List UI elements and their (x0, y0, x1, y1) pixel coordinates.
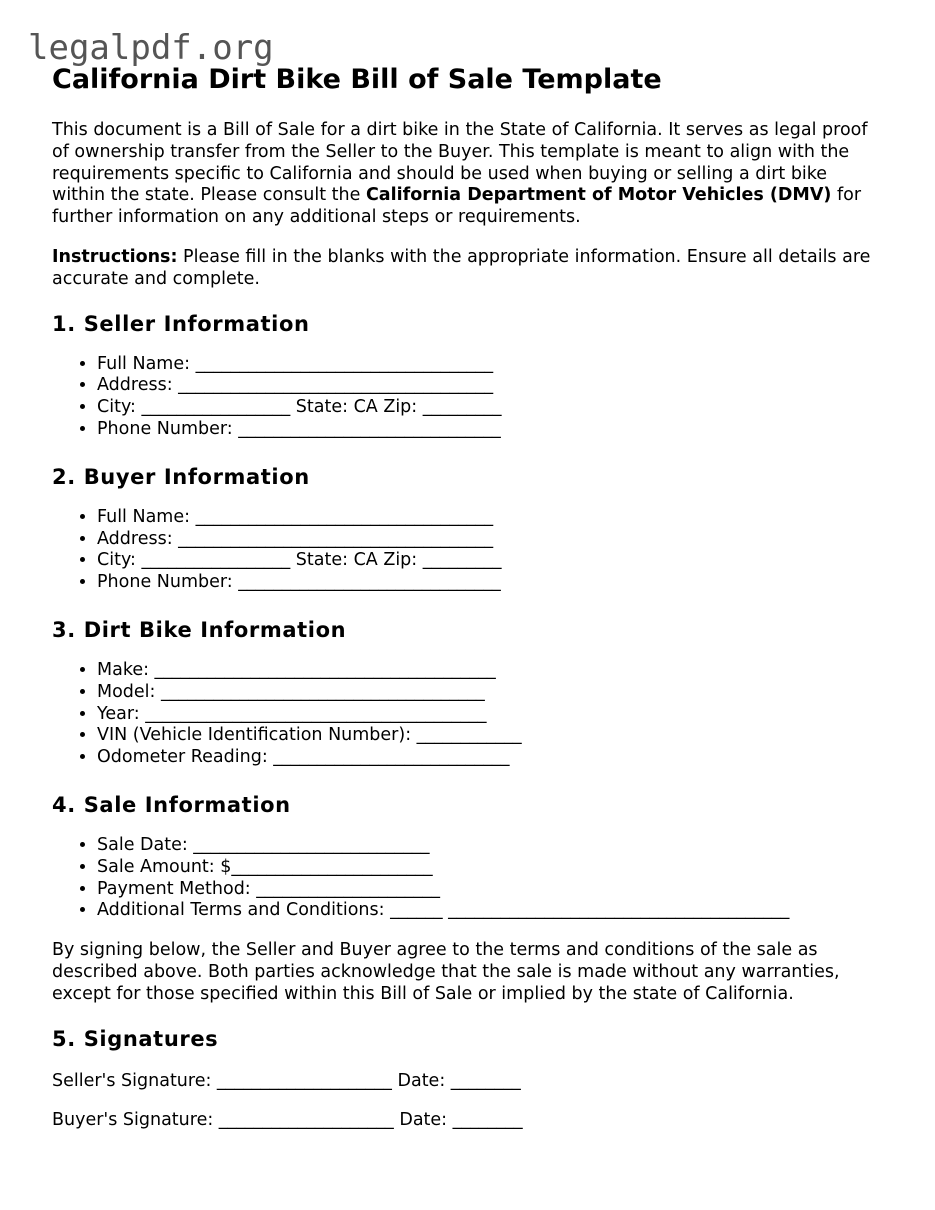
additional-terms-field: • Additional Terms and Conditions: ______ _______________________________________ (97, 900, 882, 922)
bike-vin-field: • VIN (Vehicle Identification Number): ____________ (97, 725, 882, 747)
bike-odometer-field: • Odometer Reading: ___________________________ (97, 747, 882, 769)
instructions-paragraph (52, 247, 882, 291)
page-title: California Dirt Bike Bill of Sale Template (52, 64, 662, 95)
intro-dmv-reference: California Department of Motor Vehicles (DMV) (365, 185, 832, 206)
buyer-city-state-zip-field: • City: _________________ State: CA Zip: _________ (97, 550, 882, 572)
bike-field-list (52, 660, 882, 769)
seller-full-name-field: • Full Name: __________________________________ (97, 354, 882, 376)
intro-text-before: This document is a Bill of Sale for a dirt bike in the State of California. It serves as legal proof of ownership transfer from the Seller to the Buyer. This template is meant to align with the requirements specific to California and should be used when buying or selling a dirt bike within the state. Please consult the (52, 120, 868, 206)
intro-paragraph (52, 120, 882, 229)
instructions-label: Instructions: (52, 246, 178, 267)
payment-method-field: • Payment Method: _____________________ (97, 879, 882, 901)
seller-signature-line: Seller's Signature: ____________________ Date: ________ (52, 1070, 521, 1091)
section-title-signatures: 5. Signatures (52, 1026, 219, 1051)
document-body (52, 62, 882, 1132)
section-title-seller: 1. Seller Information (52, 311, 310, 336)
buyer-phone-field: • Phone Number: ______________________________ (97, 572, 882, 594)
sale-field-list (52, 835, 882, 922)
seller-phone-field: • Phone Number: ______________________________ (97, 419, 882, 441)
instructions-text: Please fill in the blanks with the appropriate information. Ensure all details are accurate and complete. (52, 246, 871, 289)
buyer-signature-line: Buyer's Signature: ____________________ Date: ________ (52, 1110, 523, 1131)
sale-date-field: • Sale Date: ___________________________ (97, 835, 882, 857)
buyer-full-name-field: • Full Name: __________________________________ (97, 507, 882, 529)
seller-field-list (52, 354, 882, 441)
seller-city-state-zip-field: • City: _________________ State: CA Zip: _________ (97, 397, 882, 419)
closing-paragraph: By signing below, the Seller and Buyer agree to the terms and conditions of the sale as described above. Both parties acknowledge that the sale is made without any warranties, except for those specified within this Bill of Sale or implied by the state of California. (52, 940, 840, 1004)
intro-text-after: for further information on any additional steps or requirements. (52, 185, 862, 228)
section-title-buyer: 2. Buyer Information (52, 464, 310, 489)
buyer-field-list (52, 507, 882, 594)
bike-model-field: • Model: _____________________________________ (97, 682, 882, 704)
bike-year-field: • Year: _______________________________________ (97, 704, 882, 726)
section-title-sale: 4. Sale Information (52, 792, 291, 817)
seller-address-field: • Address: ____________________________________ (97, 375, 882, 397)
buyer-address-field: • Address: ____________________________________ (97, 529, 882, 551)
section-title-bike: 3. Dirt Bike Information (52, 617, 347, 642)
bike-make-field: • Make: _______________________________________ (97, 660, 882, 682)
sale-amount-field: • Sale Amount: $_______________________ (97, 857, 882, 879)
watermark: legalpdf.org (28, 28, 274, 68)
